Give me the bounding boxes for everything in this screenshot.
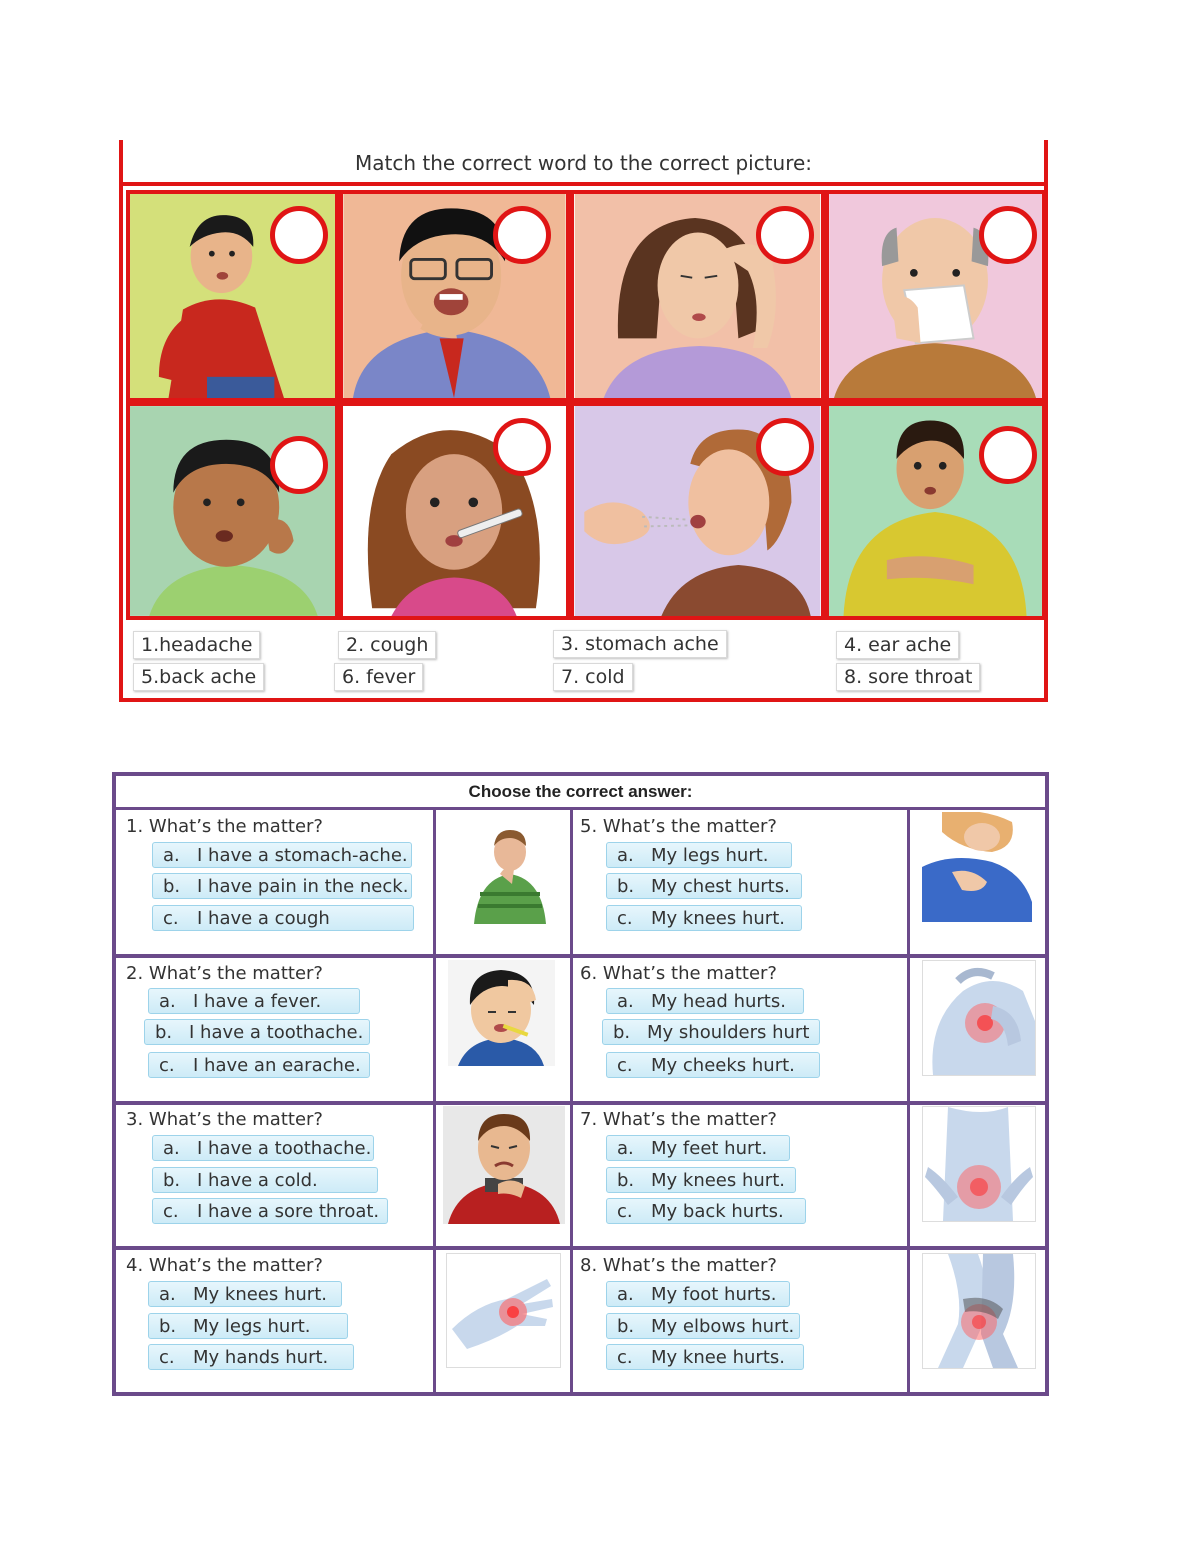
option-text: I have a toothache. xyxy=(197,1138,372,1159)
option-text: I have pain in the neck. xyxy=(197,876,409,897)
option-letter: b. xyxy=(159,1316,177,1337)
option-letter: a. xyxy=(617,1284,634,1305)
question-5: 5. What’s the matter? xyxy=(580,816,777,837)
option-text: I have a stomach-ache. xyxy=(197,845,408,866)
option-2b[interactable] xyxy=(144,1019,370,1045)
answer-circle-6[interactable] xyxy=(493,418,551,476)
option-letter: b. xyxy=(617,1316,635,1337)
option-7a[interactable] xyxy=(606,1135,790,1161)
word-headache[interactable]: 1.headache xyxy=(133,631,260,659)
option-text: I have a cold. xyxy=(197,1170,318,1191)
option-letter: a. xyxy=(159,991,176,1012)
option-letter: c. xyxy=(163,908,179,929)
question-8: 8. What’s the matter? xyxy=(580,1255,777,1276)
option-8b[interactable] xyxy=(606,1313,800,1339)
picture-woman-cough xyxy=(570,402,825,620)
photo-child-fever xyxy=(448,960,555,1066)
option-letter: c. xyxy=(617,1201,633,1222)
option-text: My feet hurt. xyxy=(651,1138,768,1159)
option-6b[interactable] xyxy=(602,1019,820,1045)
picture-girl-headache xyxy=(570,190,825,402)
option-letter: a. xyxy=(163,1138,180,1159)
option-text: I have a cough xyxy=(197,908,330,929)
option-letter: b. xyxy=(613,1022,631,1043)
picture-boy-stomach-ache xyxy=(825,402,1046,620)
word-fever[interactable]: 6. fever xyxy=(334,663,423,691)
option-7c[interactable] xyxy=(606,1198,806,1224)
option-text: My head hurts. xyxy=(651,991,786,1012)
option-1c[interactable] xyxy=(152,905,414,931)
option-text: My cheeks hurt. xyxy=(651,1055,795,1076)
question-2: 2. What’s the matter? xyxy=(126,963,323,984)
match-exercise xyxy=(119,140,1048,702)
option-text: My back hurts. xyxy=(651,1201,784,1222)
option-letter: c. xyxy=(617,1055,633,1076)
photo-shoulder-pain xyxy=(922,960,1036,1076)
option-text: My legs hurt. xyxy=(651,845,769,866)
picture-boy-ear-ache xyxy=(126,402,339,620)
option-8a[interactable] xyxy=(606,1281,790,1307)
photo-back-pain xyxy=(922,1106,1036,1222)
option-text: My chest hurts. xyxy=(651,876,790,897)
option-letter: a. xyxy=(617,1138,634,1159)
answer-circle-2[interactable] xyxy=(493,206,551,264)
option-6c[interactable] xyxy=(606,1052,820,1078)
picture-girl-fever xyxy=(339,402,570,620)
option-4c[interactable] xyxy=(148,1344,354,1370)
option-letter: a. xyxy=(617,845,634,866)
answer-circle-5[interactable] xyxy=(270,436,328,494)
option-letter: c. xyxy=(617,908,633,929)
option-text: I have a fever. xyxy=(193,991,322,1012)
option-letter: a. xyxy=(617,991,634,1012)
photo-man-sore-throat xyxy=(443,1106,565,1224)
word-ear-ache[interactable]: 4. ear ache xyxy=(836,631,959,659)
divider xyxy=(116,954,1045,958)
word-bank xyxy=(123,619,1044,698)
option-text: My knees hurt. xyxy=(193,1284,327,1305)
photo-knee-pain xyxy=(922,1253,1036,1369)
option-letter: b. xyxy=(617,876,635,897)
option-text: I have a sore throat. xyxy=(197,1201,380,1222)
option-letter: c. xyxy=(163,1201,179,1222)
choose-title: Choose the correct answer: xyxy=(116,776,1045,810)
divider xyxy=(116,1101,1045,1105)
question-1: 1. What’s the matter? xyxy=(126,816,323,837)
option-7b[interactable] xyxy=(606,1167,796,1193)
option-4a[interactable] xyxy=(148,1281,342,1307)
question-4: 4. What’s the matter? xyxy=(126,1255,323,1276)
answer-circle-1[interactable] xyxy=(270,206,328,264)
option-letter: c. xyxy=(159,1347,175,1368)
answer-circle-8[interactable] xyxy=(979,426,1037,484)
option-2a[interactable] xyxy=(148,988,360,1014)
option-2c[interactable] xyxy=(148,1052,370,1078)
answer-circle-3[interactable] xyxy=(756,206,814,264)
question-6: 6. What’s the matter? xyxy=(580,963,777,984)
option-8c[interactable] xyxy=(606,1344,804,1370)
picture-man-cold xyxy=(825,190,1046,402)
option-6a[interactable] xyxy=(606,988,804,1014)
option-1a[interactable] xyxy=(152,842,412,868)
option-text: My elbows hurt. xyxy=(651,1316,795,1337)
answer-circle-7[interactable] xyxy=(756,418,814,476)
photo-hand-pain xyxy=(446,1253,561,1368)
option-text: My knees hurt. xyxy=(651,1170,785,1191)
word-cold[interactable]: 7. cold xyxy=(553,663,633,691)
word-back-ache[interactable]: 5.back ache xyxy=(133,663,264,691)
divider xyxy=(116,1246,1045,1250)
picture-boy-back-ache xyxy=(126,190,339,402)
option-letter: a. xyxy=(159,1284,176,1305)
option-text: My legs hurt. xyxy=(193,1316,311,1337)
option-letter: b. xyxy=(617,1170,635,1191)
option-5a[interactable] xyxy=(606,842,792,868)
option-5c[interactable] xyxy=(606,905,802,931)
option-letter: b. xyxy=(163,1170,181,1191)
option-letter: c. xyxy=(159,1055,175,1076)
option-text: I have an earache. xyxy=(193,1055,361,1076)
option-text: My foot hurts. xyxy=(651,1284,777,1305)
word-sore-throat[interactable]: 8. sore throat xyxy=(836,663,980,691)
option-text: My knees hurt. xyxy=(651,908,785,929)
choose-exercise xyxy=(112,772,1049,1396)
photo-boy-coughing xyxy=(466,824,554,924)
option-letter: b. xyxy=(155,1022,173,1043)
option-letter: c. xyxy=(617,1347,633,1368)
option-3c[interactable] xyxy=(152,1198,388,1224)
option-text: My shoulders hurt xyxy=(647,1022,810,1043)
option-text: My hands hurt. xyxy=(193,1347,329,1368)
option-text: My knee hurts. xyxy=(651,1347,785,1368)
option-text: I have a toothache. xyxy=(189,1022,364,1043)
option-5b[interactable] xyxy=(606,873,802,899)
word-stomach-ache[interactable]: 3. stomach ache xyxy=(553,630,727,658)
word-cough[interactable]: 2. cough xyxy=(338,631,436,659)
question-7: 7. What’s the matter? xyxy=(580,1109,777,1130)
picture-boy-toothache xyxy=(339,190,570,402)
option-3b[interactable] xyxy=(152,1167,378,1193)
answer-circle-4[interactable] xyxy=(979,206,1037,264)
option-letter: b. xyxy=(163,876,181,897)
option-letter: a. xyxy=(163,845,180,866)
option-4b[interactable] xyxy=(148,1313,348,1339)
option-3a[interactable] xyxy=(152,1135,374,1161)
option-1b[interactable] xyxy=(152,873,412,899)
match-title: Match the correct word to the correct picture: xyxy=(123,140,1044,186)
photo-woman-chest-pain xyxy=(922,812,1032,922)
question-3: 3. What’s the matter? xyxy=(126,1109,323,1130)
